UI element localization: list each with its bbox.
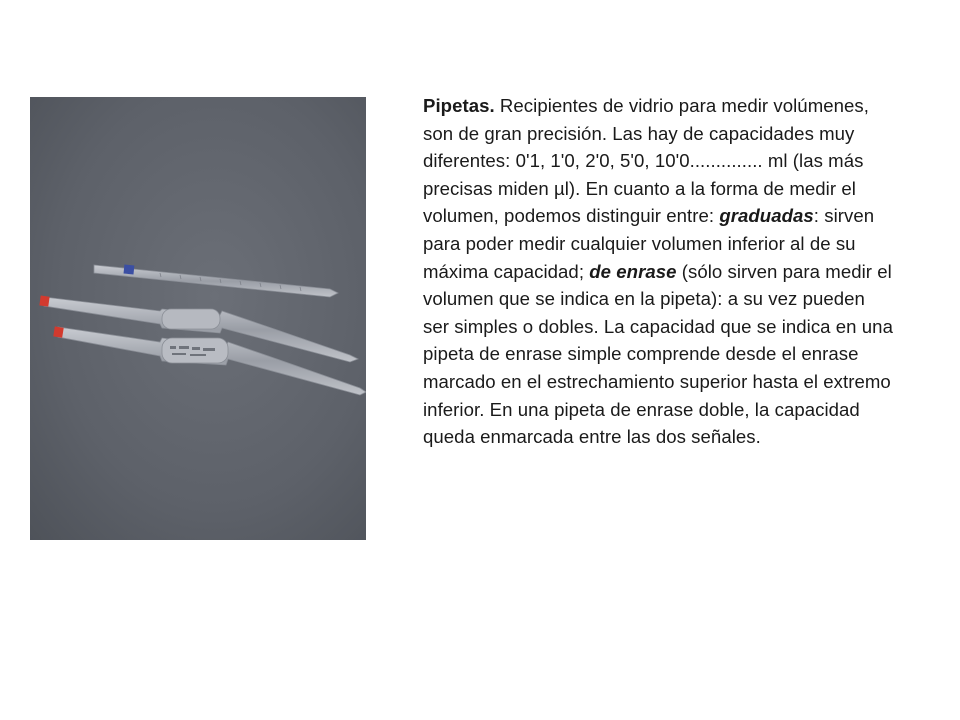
text-part-1: Recipientes de vidrio para medir volúmenes, son de gran precisión. Las hay de capacidades muy diferentes: 0'1, 1'0, 2'0, 5'0, 10'0.............. ml (las más precisas miden µl). En cuanto a la forma de medir el volumen, podemos distinguir entre: bbox=[423, 95, 869, 227]
description-paragraph bbox=[423, 92, 893, 451]
text-part-2: : sirven para poder medir cualquier volumen inferior al de su máxima capacidad; bbox=[423, 205, 875, 282]
text-part-3: (sólo sirven para medir el volumen que se indica en la pipeta): a su vez pueden ser simples o dobles. La capacidad que se indica en una pipeta de enrase simple comprende desde el enrase marcado en el estrechamiento superior hasta el extremo inferior. En una pipeta de enrase doble, la capacidad queda enmarcada entre las dos señales. bbox=[423, 260, 893, 448]
term-graduadas: graduadas bbox=[719, 205, 814, 227]
lead-term: Pipetas. bbox=[423, 95, 495, 116]
term-de-enrase: de enrase bbox=[589, 260, 677, 282]
pipettes-photo bbox=[30, 97, 366, 540]
pipettes-description bbox=[423, 92, 893, 451]
